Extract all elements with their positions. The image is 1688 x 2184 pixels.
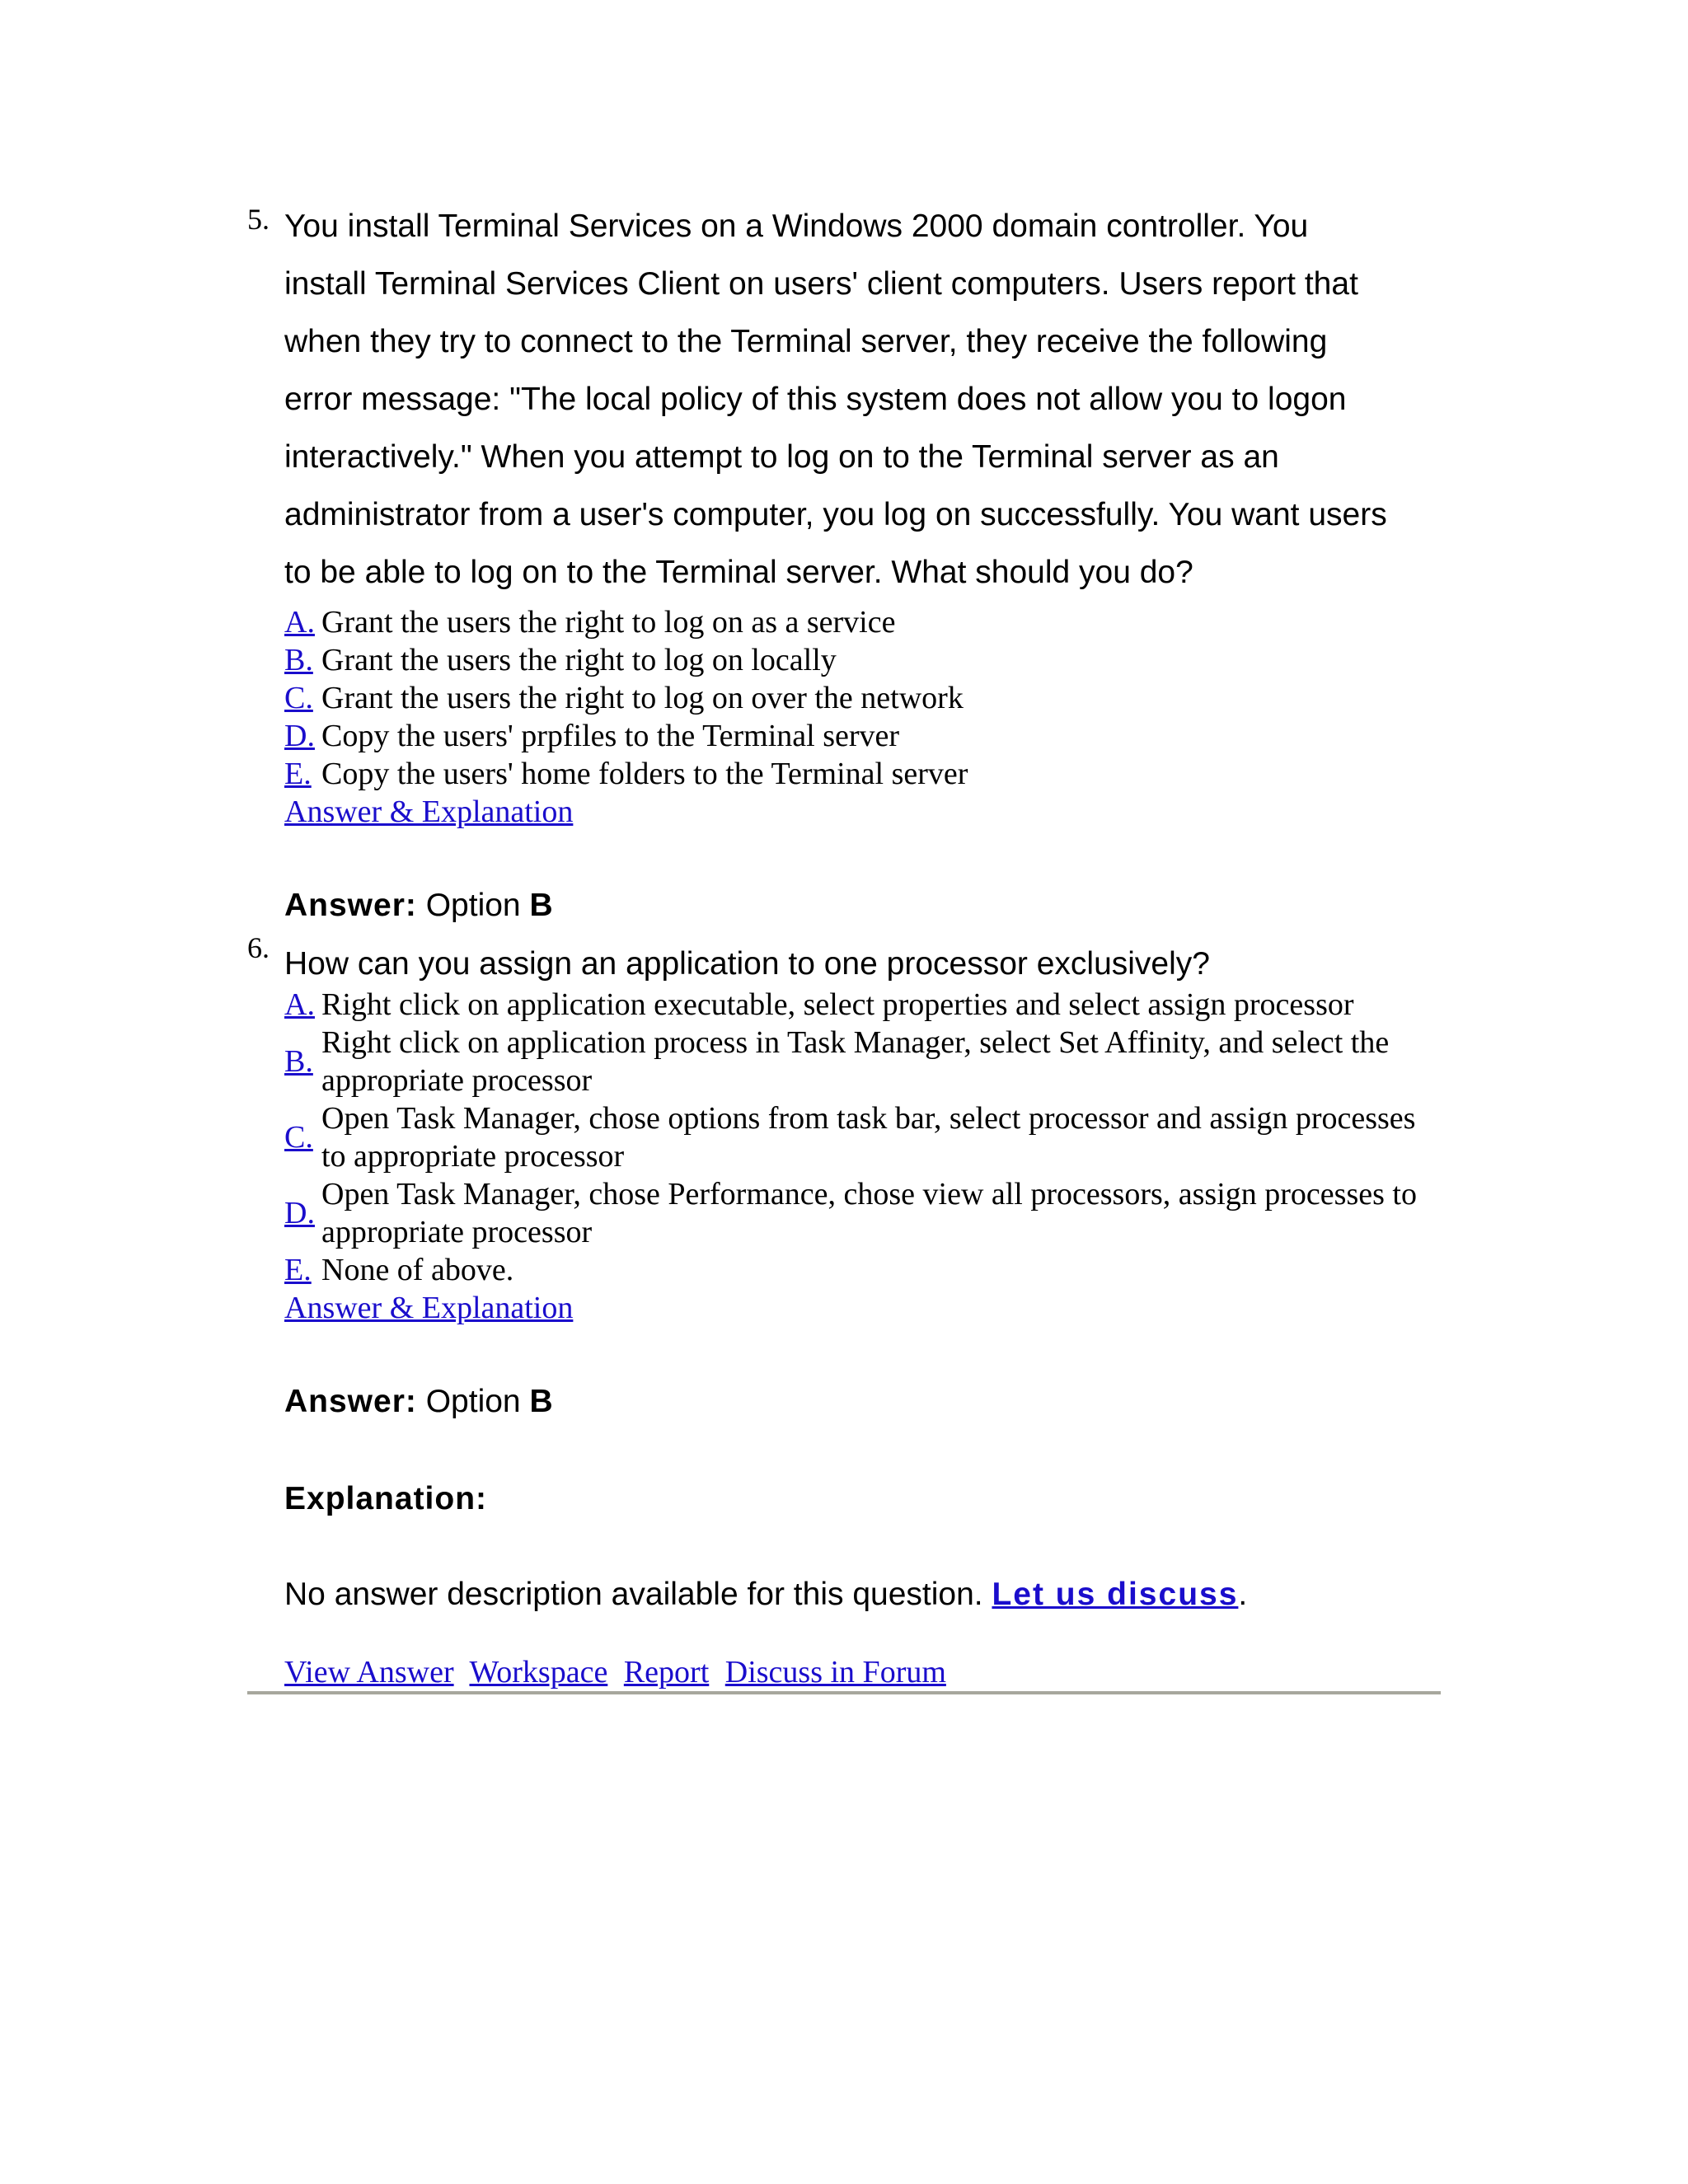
view-answer-link[interactable]: View Answer — [284, 1655, 454, 1690]
answer-letter: B — [529, 888, 553, 923]
option-b-link[interactable]: B. — [284, 643, 313, 677]
option-c-link[interactable]: C. — [284, 681, 313, 715]
answer-explanation-link[interactable]: Answer & Explanation — [284, 1291, 574, 1325]
question-line: error message: "The local policy of this system does not allow you to logon — [284, 382, 1347, 417]
option-b-link[interactable]: B. — [284, 1044, 313, 1079]
option-c — [284, 679, 1438, 717]
answer-line — [284, 1381, 553, 1422]
answer-line — [284, 885, 553, 926]
explanation-label: Explanation: — [284, 1481, 488, 1516]
option-b — [284, 641, 1438, 679]
let-us-discuss-link[interactable]: Let us discuss — [992, 1577, 1239, 1612]
question-line: administrator from a user's computer, you log on successfully. You want users — [284, 497, 1387, 532]
explanation-text — [284, 1574, 1438, 1615]
option-text: None of above. — [321, 1253, 514, 1287]
option-e — [284, 1251, 1438, 1289]
answer-letter: B — [529, 1384, 553, 1419]
question-line: when they try to connect to the Terminal server, they receive the following — [284, 324, 1328, 359]
divider — [247, 1691, 1441, 1694]
option-text: Copy the users' prpfiles to the Terminal server — [321, 719, 900, 753]
question-number: 6. — [247, 931, 270, 964]
option-d-link[interactable]: D. — [284, 1196, 315, 1230]
workspace-link[interactable]: Workspace — [469, 1655, 608, 1690]
option-a-link[interactable]: A. — [284, 987, 315, 1022]
report-link[interactable]: Report — [623, 1655, 710, 1690]
option-a-link[interactable]: A. — [284, 605, 315, 640]
option-text: Open Task Manager, chose Performance, chose view all processors, assign processes to appropriate processor — [321, 1177, 1417, 1249]
explanation-body: No answer description available for this question. — [284, 1577, 983, 1612]
question-line: interactively." When you attempt to log on to the Terminal server as an — [284, 439, 1279, 475]
option-text: Grant the users the right to log on locally — [321, 643, 837, 677]
question-footer-links — [284, 1653, 954, 1691]
option-text: Copy the users' home folders to the Terminal server — [321, 757, 968, 791]
option-text: Open Task Manager, chose options from task bar, select processor and assign processes to appropriate processor — [321, 1101, 1416, 1174]
option-d — [284, 1175, 1438, 1251]
option-text: Grant the users the right to log on as a service — [321, 605, 896, 640]
option-a — [284, 986, 1438, 1024]
option-b — [284, 1024, 1438, 1099]
option-e-link[interactable]: E. — [284, 1253, 312, 1287]
question-text: How can you assign an application to one processor exclusively? — [284, 946, 1210, 982]
option-e — [284, 755, 1438, 793]
option-c-link[interactable]: C. — [284, 1120, 313, 1155]
answer-option-word: Option — [425, 888, 521, 923]
answer-label: Answer: — [284, 888, 417, 923]
option-text: Grant the users the right to log on over the network — [321, 681, 964, 715]
option-a — [284, 603, 1438, 641]
question-number: 5. — [247, 203, 270, 236]
answer-label: Answer: — [284, 1384, 417, 1419]
explanation-period: . — [1238, 1577, 1248, 1612]
option-text: Right click on application executable, select properties and select assign processor — [321, 987, 1354, 1022]
question-text — [284, 198, 1438, 602]
discuss-in-forum-link[interactable]: Discuss in Forum — [724, 1655, 946, 1690]
question-line: install Terminal Services Client on users' client computers. Users report that — [284, 266, 1358, 302]
option-d — [284, 717, 1438, 755]
option-d-link[interactable]: D. — [284, 719, 315, 753]
answer-explanation-link[interactable]: Answer & Explanation — [284, 794, 574, 829]
option-text: Right click on application process in Task Manager, select Set Affinity, and select the appropriate processor — [321, 1025, 1390, 1098]
question-line: You install Terminal Services on a Windows 2000 domain controller. You — [284, 209, 1309, 244]
question-line: to be able to log on to the Terminal server. What should you do? — [284, 555, 1193, 590]
answer-option-word: Option — [425, 1384, 521, 1419]
option-c — [284, 1099, 1438, 1175]
explanation-heading — [284, 1479, 487, 1520]
option-e-link[interactable]: E. — [284, 757, 312, 791]
